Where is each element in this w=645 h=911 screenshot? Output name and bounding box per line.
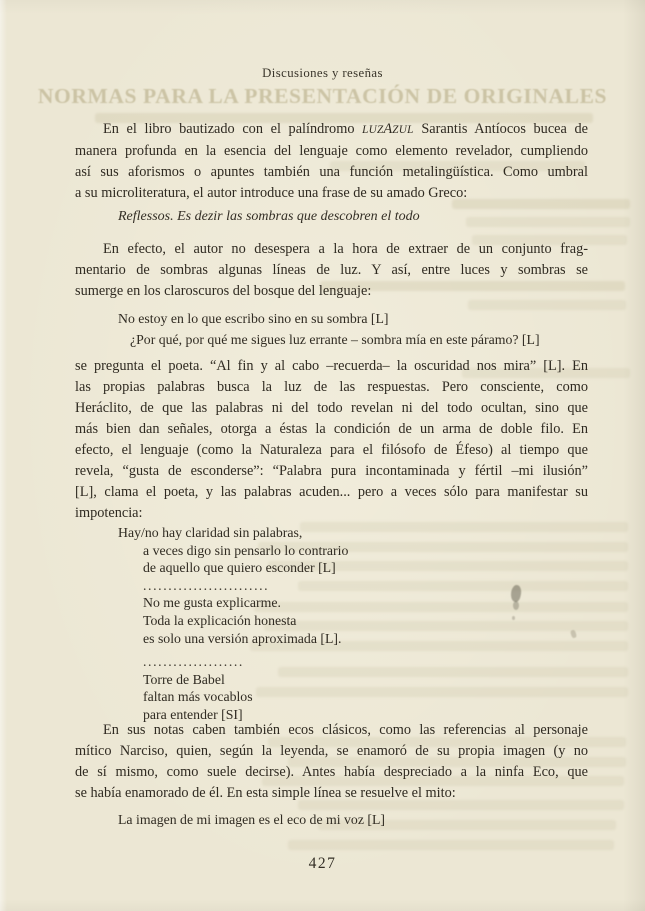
verse-quote-1: [118, 308, 638, 350]
text-run: Sarantis Antíocos bucea de: [413, 121, 588, 137]
palindrome-luzazul: LUZAZUL: [362, 121, 414, 137]
ghost-text-smudge: [288, 840, 614, 850]
poem-line: de aquello que quiero esconder [L]: [143, 560, 336, 576]
running-head: Discusiones y reseñas: [262, 66, 383, 80]
poem-ellipsis-line: ....................: [143, 654, 244, 670]
text-line: En sus notas caben también ecos clásicos, como las referencias al personaje: [103, 722, 588, 738]
text-line: efecto, el lenguaje (como la Naturaleza para el filósofo de Éfeso) al tiempo que: [75, 442, 588, 458]
poem-ellipsis-line: .........................: [143, 577, 270, 593]
paragraph-4: [75, 720, 588, 804]
text-line: mítico Narciso, quien, según la leyenda, se enamoró de su propia imagen (y no: [75, 743, 588, 759]
poem-line: No me gusta explicarme.: [143, 595, 281, 611]
text-line: las propias palabras busca la luz de las respuestas. Pero consciente, como: [75, 379, 588, 395]
paragraph-1: [75, 119, 588, 204]
text-line: En efecto, el autor no desespera a la hora de extraer de un conjunto frag-: [103, 241, 588, 257]
text-line: de sí mismo, como suele decirse). Antes había despreciado a la ninfa Eco, que: [75, 764, 588, 780]
ghost-showthrough-title: NORMAS PARA LA PRESENTACIÓN DE ORIGINALES: [37, 84, 608, 108]
text-line: [L], clama el poeta, y las palabras acuden... pero a veces sólo para manifestar su: [75, 484, 588, 500]
text-run: En el libro bautizado con el palíndromo: [103, 121, 363, 137]
poem-line: para entender [SI]: [143, 706, 243, 722]
verse-line: ¿Por qué, por qué me sigues luz errante – sombra mía en este páramo? [L]: [130, 332, 540, 347]
poem-line: Hay/no hay claridad sin palabras,: [118, 525, 303, 540]
text-line: a su microliteratura, el autor introduce una frase de su amado Greco:: [75, 185, 468, 201]
poem-line: es solo una versión aproximada [L].: [143, 630, 342, 646]
paragraph-2: [75, 239, 588, 302]
poem-line: Torre de Babel: [143, 671, 225, 687]
poem-line: a veces digo sin pensarlo lo contrario: [143, 542, 349, 558]
text-line: sumerge en los claroscuros del bosque del lenguaje:: [75, 283, 372, 299]
text-line: Heráclito, de que las palabras ni del todo revelan ni del todo ocultan, sino que: [75, 400, 588, 416]
text-line: se había enamorado de él. En esta simple línea se resuelve el mito:: [75, 785, 456, 801]
verse-quote-2: La imagen de mi imagen es el eco de mi voz [L]: [118, 812, 386, 827]
text-line: [75, 119, 588, 141]
page-number: 427: [308, 855, 337, 872]
text-line: impotencia:: [75, 505, 143, 521]
ghost-text-smudge: [466, 217, 630, 227]
text-line: se pregunta el poeta. “Al fin y al cabo –recuerda– la oscuridad nos mira” [L]. En: [75, 358, 588, 374]
text-line: más bien dan señales, otorga a éstas la condición de un arma de doble filo. En: [75, 421, 588, 437]
text-line: manera profunda en la esencia del lenguaje como elemento revelador, cumpliendo: [75, 143, 588, 159]
text-line: mentario de sombras algunas líneas de luz. Y así, entre luces y sombras se: [75, 262, 588, 278]
poem-line: Toda la explicación honesta: [143, 612, 297, 628]
text-line: revela, “gusta de esconderse”: “Palabra pura incontaminada y fértil –mi ilusión”: [75, 463, 588, 479]
epigraph-quote: Reflessos. Es dezir las sombras que descobren el todo: [118, 209, 420, 224]
verse-line: No estoy en lo que escribo sino en su sombra [L]: [118, 311, 389, 326]
poem-line: faltan más vocablos: [143, 689, 253, 705]
paragraph-3: [75, 356, 588, 524]
poem-block: [118, 524, 538, 724]
text-line: así sus aforismos o apuntes también una función metalingüística. Como umbral: [75, 164, 588, 180]
